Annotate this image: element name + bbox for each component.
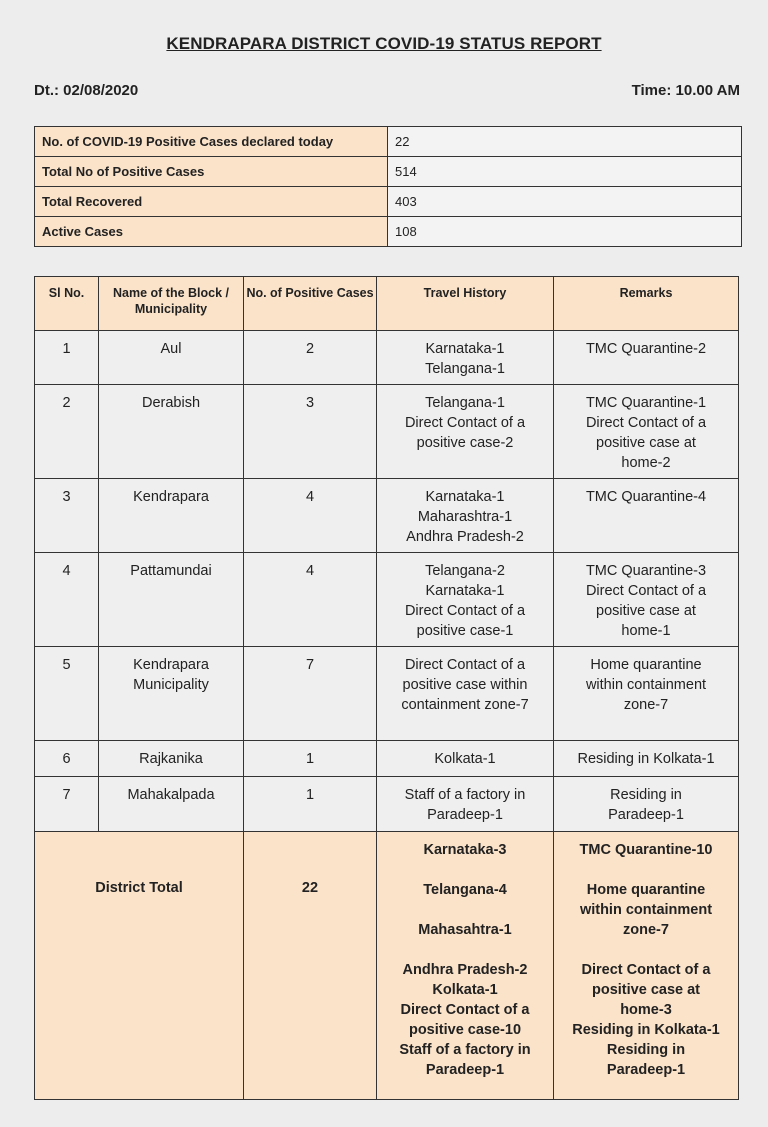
summary-label: No. of COVID-19 Positive Cases declared today (35, 127, 388, 157)
table-row (35, 647, 739, 741)
cell-block-name: Rajkanika (99, 741, 244, 777)
cell-cases: 2 (244, 331, 377, 385)
cell-sl: 2 (35, 385, 99, 479)
cell-remarks: TMC Quarantine-4 (554, 479, 739, 553)
cell-block-name: Mahakalpada (99, 777, 244, 832)
cell-block-name: Kendrapara Municipality (99, 647, 244, 741)
district-total-travel: Karnataka-3 Telangana-4 Mahasahtra-1 Andhra Pradesh-2 Kolkata-1 Direct Contact of a positive case-10 Staff of a factory in Paradeep-1 (377, 832, 554, 1100)
table-row (35, 331, 739, 385)
cell-block-name: Pattamundai (99, 553, 244, 647)
header-block-name: Name of the Block / Municipality (99, 277, 244, 331)
summary-value: 403 (388, 187, 742, 217)
table-row (35, 479, 739, 553)
cell-sl: 7 (35, 777, 99, 832)
summary-value: 108 (388, 217, 742, 247)
district-total-remarks: TMC Quarantine-10 Home quarantine within containment zone-7 Direct Contact of a positive case at home-3 Residing in Kolkata-1 Residing in Paradeep-1 (554, 832, 739, 1100)
cell-remarks: Residing in Paradeep-1 (554, 777, 739, 832)
cell-remarks: TMC Quarantine-3 Direct Contact of a positive case at home-1 (554, 553, 739, 647)
table-row (35, 553, 739, 647)
table-header-row (35, 277, 739, 331)
cell-remarks: TMC Quarantine-2 (554, 331, 739, 385)
cell-block-name: Derabish (99, 385, 244, 479)
header-sl-no: Sl No. (35, 277, 99, 331)
cell-cases: 4 (244, 479, 377, 553)
cell-travel: Telangana-2 Karnataka-1 Direct Contact of a positive case-1 (377, 553, 554, 647)
header-remarks: Remarks (554, 277, 739, 331)
summary-label: Active Cases (35, 217, 388, 247)
cell-cases: 7 (244, 647, 377, 741)
header-travel-history: Travel History (377, 277, 554, 331)
table-row (35, 741, 739, 777)
district-total-cases: 22 (244, 832, 377, 1100)
table-row (35, 777, 739, 832)
cell-travel: Kolkata-1 (377, 741, 554, 777)
cell-cases: 4 (244, 553, 377, 647)
cell-cases: 3 (244, 385, 377, 479)
cell-sl: 5 (35, 647, 99, 741)
cell-block-name: Aul (99, 331, 244, 385)
cell-remarks: Home quarantine within containment zone-7 (554, 647, 739, 741)
cell-travel: Karnataka-1 Maharashtra-1 Andhra Pradesh-2 (377, 479, 554, 553)
cell-travel: Karnataka-1 Telangana-1 (377, 331, 554, 385)
cell-travel: Staff of a factory in Paradeep-1 (377, 777, 554, 832)
cell-travel: Direct Contact of a positive case within containment zone-7 (377, 647, 554, 741)
district-total-label: District Total (35, 832, 244, 1100)
summary-label: Total No of Positive Cases (35, 157, 388, 187)
cell-sl: 4 (35, 553, 99, 647)
block-cases-table (34, 276, 739, 1100)
cell-sl: 6 (35, 741, 99, 777)
summary-row (35, 217, 742, 247)
cell-cases: 1 (244, 777, 377, 832)
summary-row (35, 157, 742, 187)
report-time: Time: 10.00 AM (631, 82, 740, 99)
header-positive-cases: No. of Positive Cases (244, 277, 377, 331)
cell-remarks: TMC Quarantine-1 Direct Contact of a positive case at home-2 (554, 385, 739, 479)
summary-value: 514 (388, 157, 742, 187)
report-title: KENDRAPARA DISTRICT COVID-19 STATUS REPORT (166, 34, 602, 53)
cell-sl: 3 (35, 479, 99, 553)
report-date: Dt.: 02/08/2020 (34, 82, 139, 99)
cell-sl: 1 (35, 331, 99, 385)
cell-cases: 1 (244, 741, 377, 777)
summary-row (35, 127, 742, 157)
summary-table (34, 126, 742, 247)
summary-row (35, 187, 742, 217)
cell-travel: Telangana-1 Direct Contact of a positive case-2 (377, 385, 554, 479)
table-row (35, 385, 739, 479)
district-total-row (35, 832, 739, 1100)
summary-value: 22 (388, 127, 742, 157)
cell-remarks: Residing in Kolkata-1 (554, 741, 739, 777)
cell-block-name: Kendrapara (99, 479, 244, 553)
summary-label: Total Recovered (35, 187, 388, 217)
